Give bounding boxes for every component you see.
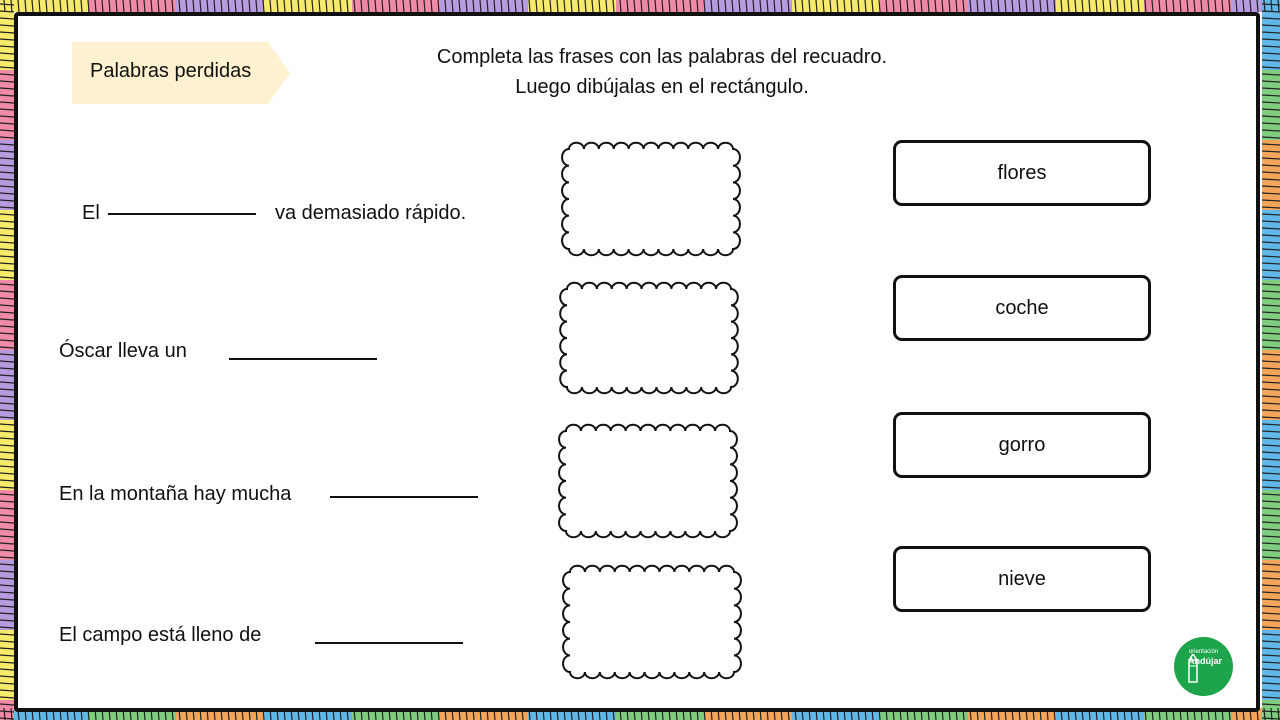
drawing-frame-3[interactable] xyxy=(558,423,738,539)
drawing-frame-1[interactable] xyxy=(561,141,741,257)
drawing-frame-2[interactable] xyxy=(559,281,739,395)
sentence-2-blank[interactable] xyxy=(229,358,377,360)
sentence-1-blank[interactable] xyxy=(108,213,256,215)
sentence-3-start: En la montaña hay mucha xyxy=(59,483,292,505)
word-card-flores[interactable]: flores xyxy=(893,140,1151,206)
logo-line-2: Andújar xyxy=(1188,656,1223,666)
drawing-frame-4[interactable] xyxy=(562,564,742,680)
sentence-3-blank[interactable] xyxy=(330,496,478,498)
word-card-coche[interactable]: coche xyxy=(893,275,1151,341)
instruction-line-1: Completa las frases con las palabras del recuadro. xyxy=(436,46,888,68)
logo-line-1: orientación xyxy=(1188,649,1219,655)
word-card-nieve[interactable]: nieve xyxy=(893,546,1151,612)
word-card-gorro[interactable]: gorro xyxy=(893,412,1151,478)
instruction-line-2: Luego dibújalas en el rectángulo. xyxy=(515,76,809,98)
sentence-1-start: El xyxy=(82,202,100,224)
sentence-2-start: Óscar lleva un xyxy=(59,340,187,362)
title-tag: Palabras perdidas xyxy=(90,60,252,82)
sentence-1-end: va demasiado rápido. xyxy=(275,202,467,224)
pencil-icon xyxy=(1186,654,1200,688)
sentence-4-blank[interactable] xyxy=(315,642,463,644)
sentence-4-start: El campo está lleno de xyxy=(59,624,262,646)
brand-logo xyxy=(1174,637,1233,696)
instructions xyxy=(380,42,944,102)
